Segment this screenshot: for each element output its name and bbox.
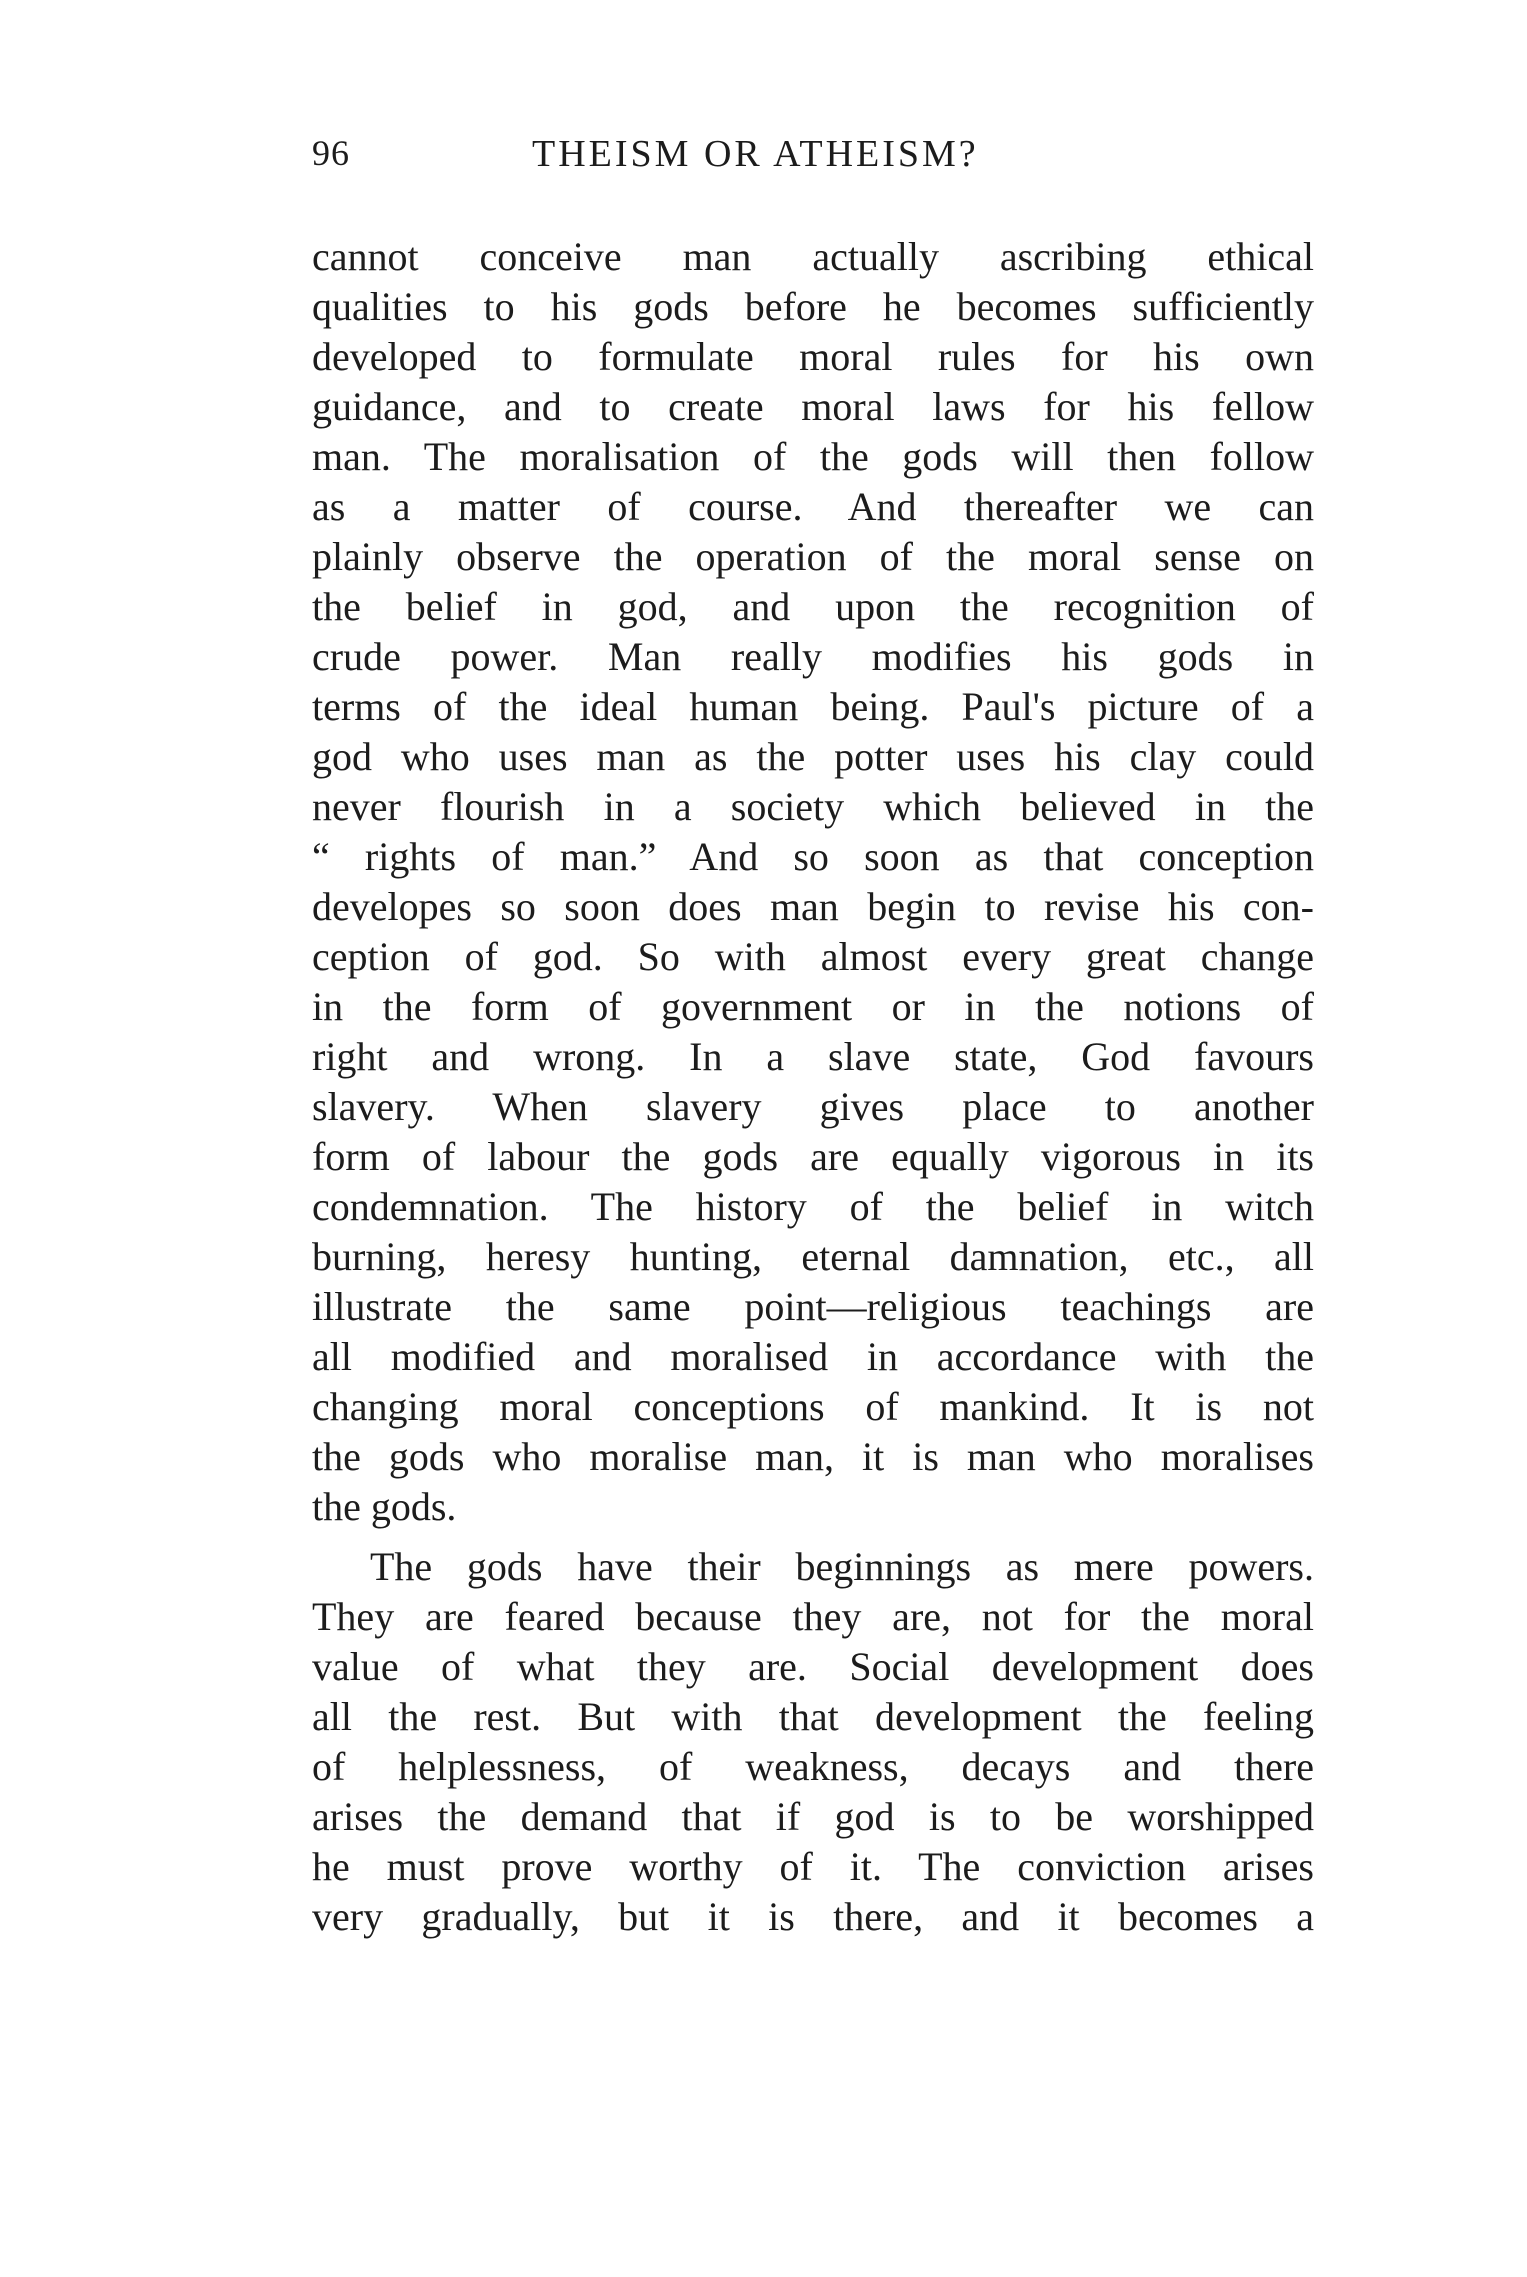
text-line: plainly observe the operation of the moral sense on	[312, 534, 1314, 579]
text-line: all modified and moralised in accordance with the	[312, 1334, 1314, 1379]
text-line: right and wrong. In a slave state, God favours	[312, 1034, 1314, 1079]
text-line: illustrate the same point—religious teachings are	[312, 1284, 1314, 1329]
text-line: developes so soon does man begin to revise his con-	[312, 884, 1314, 929]
text-line: of helplessness, of weakness, decays and there	[312, 1744, 1314, 1789]
text-line: “ rights of man.” And so soon as that conception	[312, 834, 1314, 879]
text-line: man. The moralisation of the gods will then follow	[312, 434, 1314, 479]
text-line: the gods.	[312, 1484, 457, 1529]
text-line: crude power. Man really modifies his gods in	[312, 634, 1314, 679]
text-line: guidance, and to create moral laws for his fellow	[312, 384, 1314, 429]
text-line: burning, heresy hunting, eternal damnation, etc., all	[312, 1234, 1314, 1279]
text-line: the belief in god, and upon the recognition of	[312, 584, 1314, 629]
paragraph-2	[312, 1542, 1314, 1942]
body-text	[312, 232, 1314, 1942]
text-line: terms of the ideal human being. Paul's picture of a	[312, 684, 1314, 729]
text-line: condemnation. The history of the belief in witch	[312, 1184, 1314, 1229]
text-line: changing moral conceptions of mankind. It is not	[312, 1384, 1314, 1429]
text-line: god who uses man as the potter uses his clay could	[312, 734, 1314, 779]
text-line: The gods have their beginnings as mere powers.	[370, 1544, 1314, 1589]
paragraph-1	[312, 232, 1314, 1532]
text-line: developed to formulate moral rules for his own	[312, 334, 1314, 379]
text-line: very gradually, but it is there, and it becomes a	[312, 1894, 1314, 1939]
text-line: cannot conceive man actually ascribing ethical	[312, 234, 1314, 279]
running-head	[312, 132, 1312, 192]
text-line: all the rest. But with that development the feeling	[312, 1694, 1314, 1739]
text-line: They are feared because they are, not for the moral	[312, 1594, 1314, 1639]
page-number: 96	[312, 133, 350, 173]
text-line: form of labour the gods are equally vigorous in its	[312, 1134, 1314, 1179]
text-line: he must prove worthy of it. The conviction arises	[312, 1844, 1314, 1889]
text-line: qualities to his gods before he becomes sufficiently	[312, 284, 1314, 329]
text-line: the gods who moralise man, it is man who moralises	[312, 1434, 1314, 1479]
text-line: slavery. When slavery gives place to another	[312, 1084, 1314, 1129]
running-title: THEISM OR ATHEISM?	[532, 133, 979, 175]
text-line: arises the demand that if god is to be worshipped	[312, 1794, 1314, 1839]
text-line: value of what they are. Social development does	[312, 1644, 1314, 1689]
text-line: in the form of government or in the notions of	[312, 984, 1314, 1029]
text-line: as a matter of course. And thereafter we can	[312, 484, 1314, 529]
text-line: never flourish in a society which believed in the	[312, 784, 1314, 829]
text-line: ception of god. So with almost every great change	[312, 934, 1314, 979]
